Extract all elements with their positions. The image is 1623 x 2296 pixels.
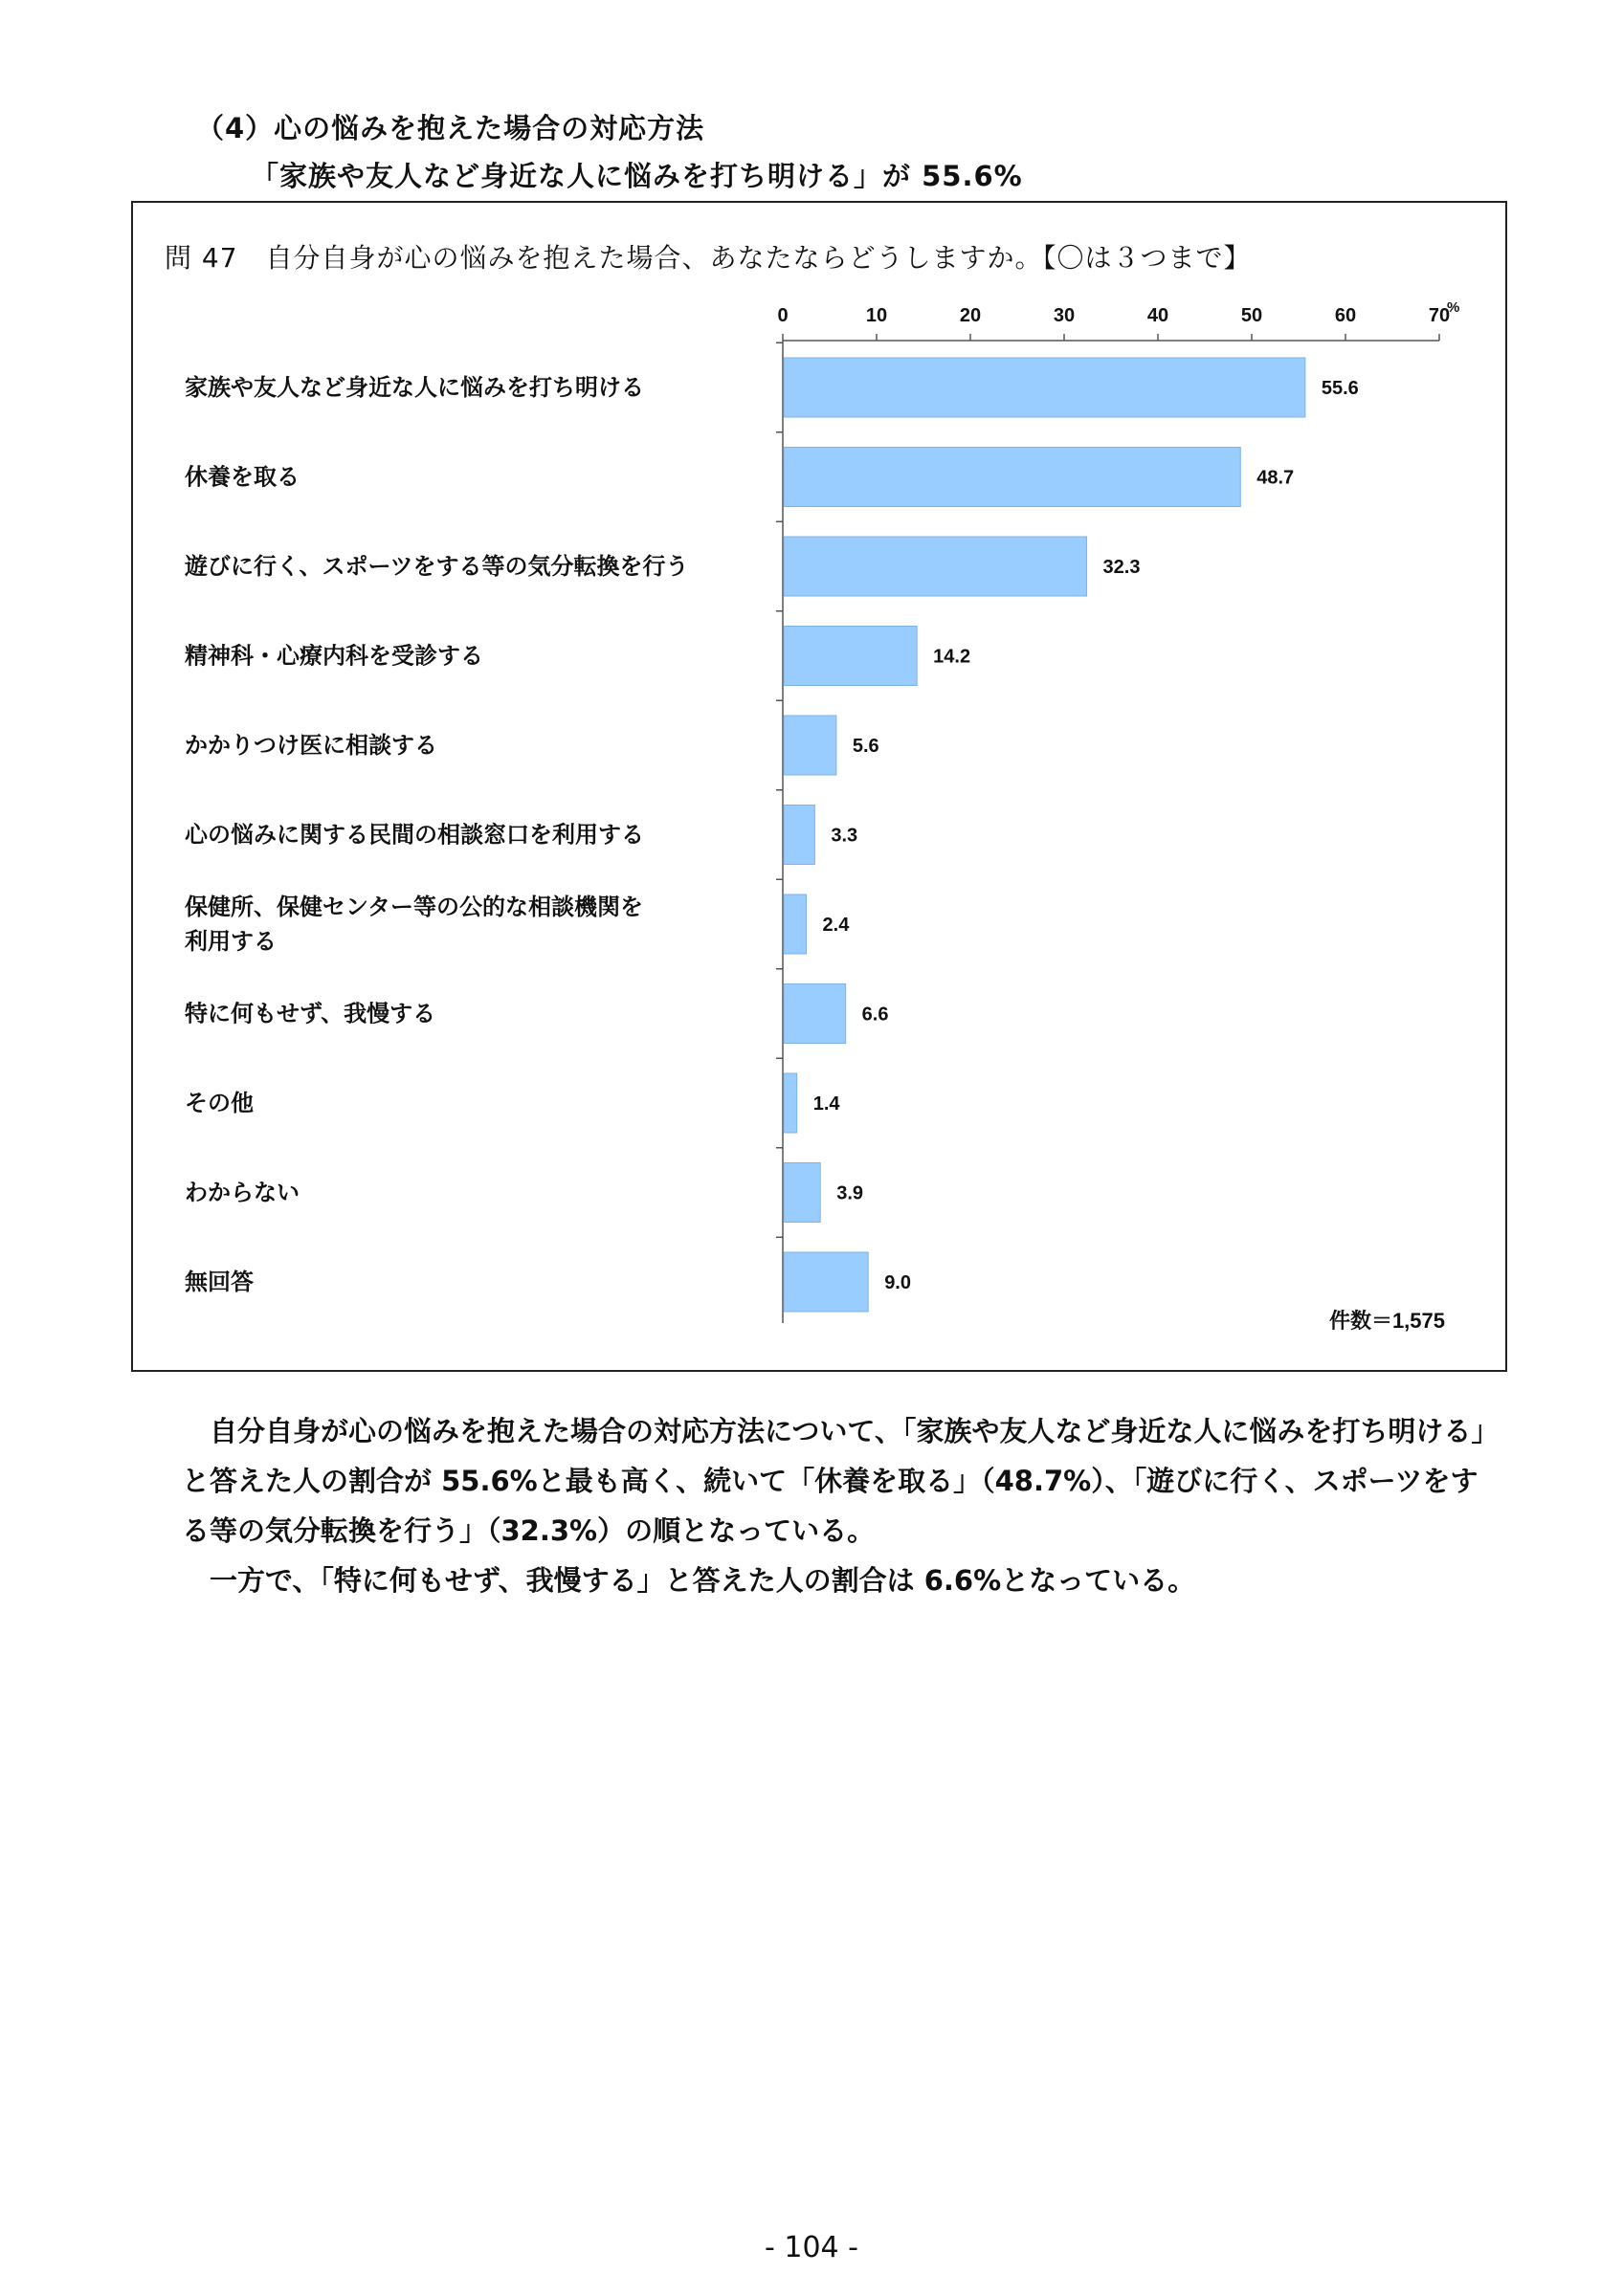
x-tick-label: 60 [1334,305,1357,326]
category-label: かかりつけ医に相談する [185,732,437,759]
value-label: 6.6 [861,1004,889,1026]
section-subtitle: 「家族や友人など身近な人に悩みを打ち明ける」が 55.6% [251,160,1023,192]
category-label: 保健所、保健センター等の公的な相談機関を [185,894,644,920]
category-label: わからない [185,1179,300,1206]
category-label: 休養を取る [185,463,300,491]
value-label: 9.0 [884,1272,912,1293]
question-text: 問 47 自分自身が心の悩みを抱えた場合、あなたならどうしますか。【〇は３つまで】 [165,242,1252,274]
bar [784,1073,797,1133]
bar [784,894,807,954]
category-label: 心の悩みに関する民間の相談窓口を利用する [185,821,644,849]
category-label: 無回答 [185,1269,254,1295]
x-tick-label: 50 [1240,305,1263,326]
value-label: 2.4 [822,915,850,936]
x-tick-label: 20 [959,305,982,326]
value-label: 5.6 [852,736,879,757]
category-label: 精神科・心療内科を受診する [185,642,483,670]
category-label: 特に何もせず、我慢する [185,1000,436,1027]
page-number: - 104 - [765,2231,858,2264]
summary-paragraph-2: 一方で、「特に何もせず、我慢する」と答えた人の割合は 6.6%となっている。 [182,1564,1196,1597]
bar [784,806,814,865]
axis-unit-label: % [1447,299,1460,316]
value-label: 3.3 [831,825,858,847]
bar [784,358,1305,417]
value-label: 32.3 [1102,557,1141,578]
summary-paragraph-1: 自分自身が心の悩みを抱えた場合の対応方法について、「家族や友人など身近な人に悩みを打ち明ける」と答えた人の割合が 55.6%と最も高く、続いて「休養を取る」（48.7%）、「遊びに行く、スポーツをする等の気分転換を行う」（32.3%）の順となっている。 [182,1415,1500,1547]
x-tick-label: 40 [1146,305,1169,326]
bar [784,1163,820,1223]
value-label: 48.7 [1256,467,1295,489]
bar [784,448,1240,507]
bar [784,537,1087,596]
category-label: 家族や友人など身近な人に悩みを打ち明ける [185,374,644,401]
category-label: 遊びに行く、スポーツをする等の気分転換を行う [185,553,689,580]
bar [784,1252,868,1312]
bar [784,716,836,775]
value-label: 3.9 [836,1182,864,1204]
count-note: 件数＝1,575 [1328,1309,1445,1333]
x-tick-label: 70 [1428,305,1451,326]
section-title: （4）心の悩みを抱えた場合の対応方法 [196,112,705,144]
bar [784,627,917,686]
value-label: 55.6 [1321,378,1359,399]
x-tick-label: 10 [865,305,888,326]
summary-text [182,1406,1502,1605]
x-tick-label: 0 [777,305,789,326]
category-label: 利用する [185,928,277,955]
value-label: 1.4 [812,1093,840,1115]
x-tick-label: 30 [1053,305,1076,326]
value-label: 14.2 [933,646,971,668]
bar [784,984,846,1044]
category-label: その他 [185,1090,254,1116]
